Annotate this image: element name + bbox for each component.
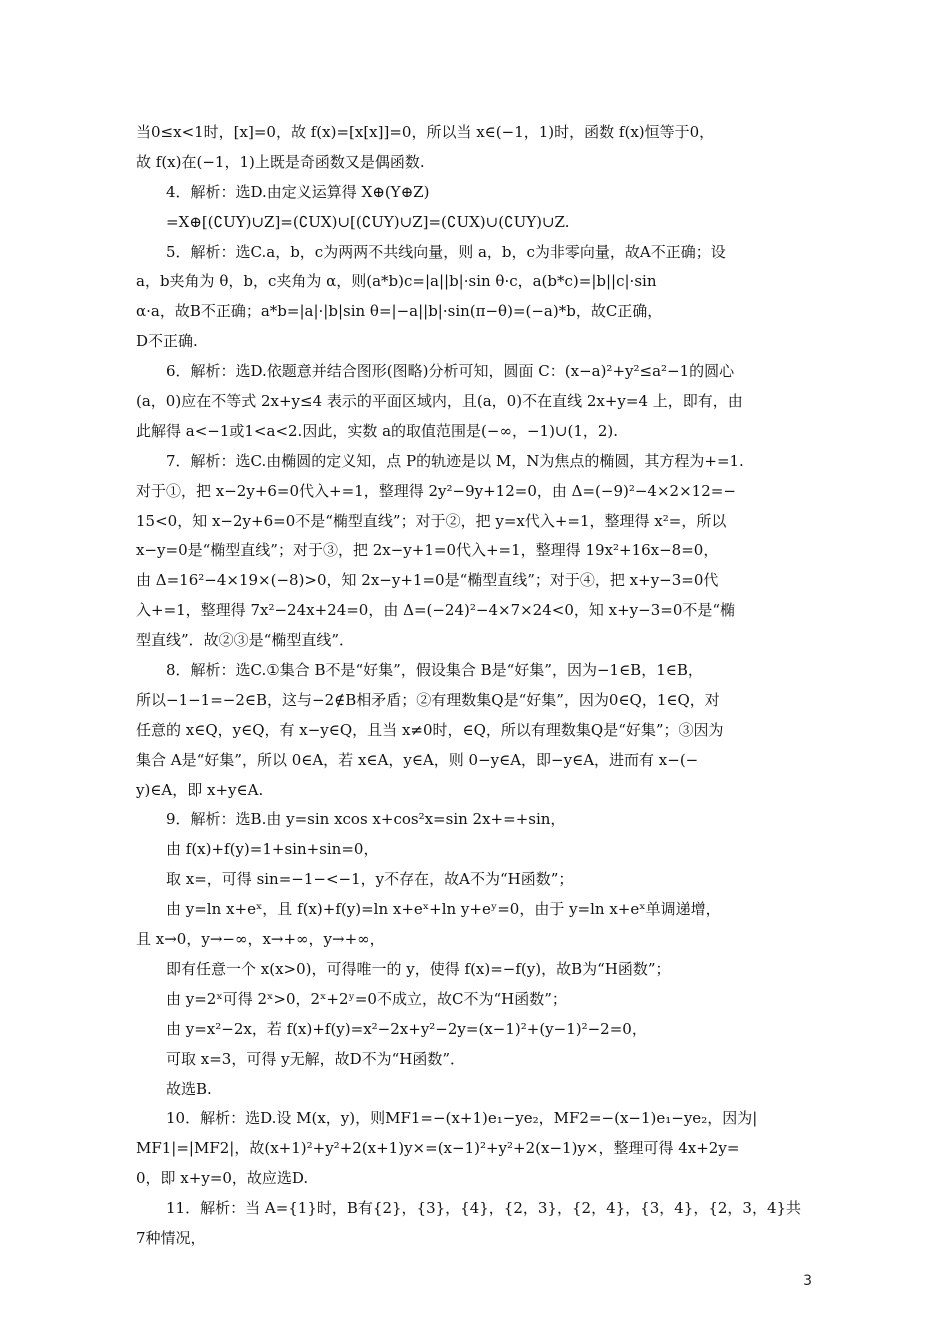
text-line: 0，即 x+y=0，故应选D. <box>136 1169 309 1188</box>
page-number: 3 <box>803 1273 812 1289</box>
text-line: 对于①，把 x−2y+6=0代入+=1，整理得 2y²−9y+12=0，由 Δ=(−9)²−4×2×12=− <box>136 481 736 500</box>
text-line: 故选B. <box>166 1079 212 1098</box>
text-line: D不正确. <box>136 332 198 351</box>
text-line: 5．解析：选C.a，b，c为两两不共线向量，则 a，b，c为非零向量，故A不正确；设 <box>166 242 726 261</box>
text-line: 由 f(x)+f(y)=1+sin+sin=0， <box>166 840 379 859</box>
text-line: 入+=1，整理得 7x²−24x+24=0，由 Δ=(−24)²−4×7×24<0，知 x+y−3=0不是“椭 <box>136 601 736 620</box>
text-line: 10．解析：选D.设 M(x，y)，则MF1=−(x+1)e₁−ye₂，MF2=−(x−1)e₁−ye₂，因为| <box>166 1109 758 1128</box>
text-line: 由 Δ=16²−4×19×(−8)>0，知 2x−y+1=0是“椭型直线”；对于④，把 x+y−3=0代 <box>136 571 719 590</box>
text-line: 所以−1−1=−2∈B，这与−2∉B相矛盾；②有理数集Q是“好集”，因为0∈Q，1∈Q，对 <box>136 690 720 709</box>
text-line: 故 f(x)在(−1，1)上既是奇函数又是偶函数. <box>136 152 425 171</box>
text-line: 型直线”．故②③是“椭型直线”． <box>136 631 355 650</box>
text-line: 4．解析：选D.由定义运算得 X⊕(Y⊕Z) <box>166 182 430 201</box>
text-line: (a，0)应在不等式 2x+y≤4 表示的平面区域内，且(a，0)不在直线 2x+y=4 上，即有，由 <box>136 392 743 411</box>
text-line: 15<0，知 x−2y+6=0不是“椭型直线”；对于②，把 y=x代入+=1，整理得 x²=，所以 <box>136 511 727 530</box>
text-line: 即有任意一个 x(x>0)，可得唯一的 y，使得 f(x)=−f(y)，故B为“H函数”； <box>166 959 671 978</box>
text-line: 由 y=x²−2x，若 f(x)+f(y)=x²−2x+y²−2y=(x−1)²+(y−1)²−2=0， <box>166 1019 647 1038</box>
text-line: 9．解析：选B.由 y=sin xcos x+cos²x=sin 2x+=+sin， <box>166 810 566 829</box>
text-line: 任意的 x∈Q，y∈Q，有 x−y∈Q，且当 x≠0时，∈Q，所以有理数集Q是“好集”；③因为 <box>136 720 724 739</box>
text-line: y)∈A，即 x+y∈A. <box>136 780 264 799</box>
text-line: 且 x→0，y→−∞，x→+∞，y→+∞， <box>136 930 385 949</box>
text-line: α·a，故B不正确；a*b=|a|·|b|sin θ=|−a||b|·sin(π−θ)=(−a)*b，故C正确， <box>136 302 663 321</box>
text-line: a，b夹角为 θ，b，c夹角为 α，则(a*b)c=|a||b|·sin θ·c，a(b*c)=|b||c|·sin <box>136 272 657 291</box>
text-line: 8．解析：选C.①集合 B不是“好集”，假设集合 B是“好集”，因为−1∈B，1∈B， <box>166 661 703 680</box>
text-line: 此解得 a<−1或1<a<2.因此，实数 a的取值范围是(−∞，−1)∪(1，2). <box>136 421 619 440</box>
text-line: 7种情况， <box>136 1228 206 1247</box>
document-body <box>136 118 816 1254</box>
text-line: 取 x=，可得 sin=−1−<−1，y不存在，故A不为“H函数”； <box>166 870 574 889</box>
text-line: 7．解析：选C.由椭圆的定义知，点 P的轨迹是以 M，N为焦点的椭圆，其方程为+=1. <box>166 451 744 470</box>
text-line: 6．解析：选D.依题意并结合图形(图略)分析可知，圆面 C：(x−a)²+y²≤a²−1的圆心 <box>166 362 735 381</box>
text-line: 由 y=ln x+eˣ，且 f(x)+f(y)=ln x+eˣ+ln y+eʸ=0，由于 y=ln x+eˣ单调递增， <box>166 900 721 919</box>
text-line: 集合 A是“好集”，所以 0∈A，若 x∈A，y∈A，则 0−y∈A，即−y∈A，进而有 x−(− <box>136 750 699 769</box>
text-line: =X⊕[(∁UY)∪Z]=(∁UX)∪[(∁UY)∪Z]=(∁UX)∪(∁UY)∪Z. <box>166 212 570 231</box>
text-line: 11．解析：当 A={1}时，B有{2}，{3}，{4}，{2，3}，{2，4}，{3，4}，{2，3，4}共 <box>166 1199 802 1218</box>
text-line: MF1|=|MF2|，故(x+1)²+y²+2(x+1)y×=(x−1)²+y²+2(x−1)y×，整理可得 4x+2y= <box>136 1139 740 1158</box>
text-line: 可取 x=3，可得 y无解，故D不为“H函数”． <box>166 1049 466 1068</box>
text-line: 当0≤x<1时，[x]=0，故 f(x)=[x[x]]=0，所以当 x∈(−1，1)时，函数 f(x)恒等于0， <box>136 123 715 141</box>
text-line: x−y=0是“椭型直线”；对于③，把 2x−y+1=0代入+=1，整理得 19x²+16x−8=0， <box>136 541 719 560</box>
text-line: 由 y=2ˣ可得 2ˣ>0，2ˣ+2ʸ=0不成立，故C不为“H函数”； <box>166 989 567 1008</box>
